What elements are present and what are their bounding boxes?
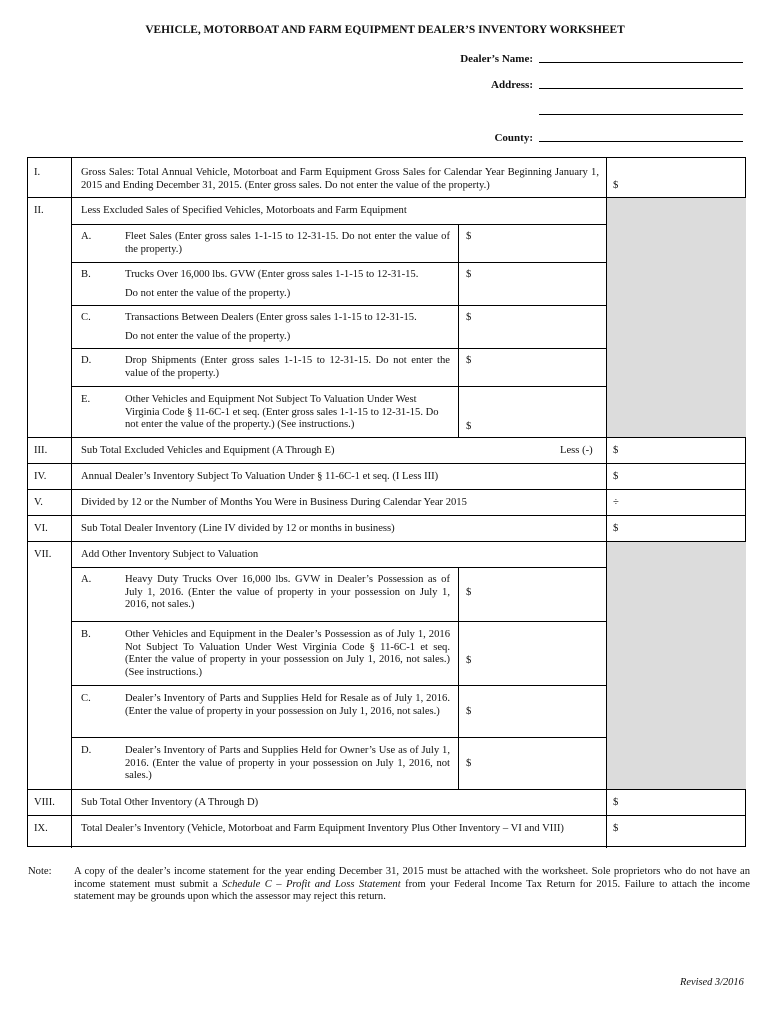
- subrow-letter: A.: [81, 231, 92, 242]
- revision-date: Revised 3/2016: [680, 977, 744, 988]
- subrow-letter: C.: [81, 693, 91, 704]
- row-number: VII.: [34, 549, 52, 560]
- row-text: Add Other Inventory Subject to Valuation: [81, 549, 259, 560]
- address-label: Address:: [491, 79, 533, 91]
- amount-cell[interactable]: $: [613, 180, 619, 191]
- amount-cell[interactable]: $: [613, 797, 619, 808]
- subrow-letter: A.: [81, 574, 92, 585]
- subrow-text: Trucks Over 16,000 lbs. GVW (Enter gross sales 1-1-15 to 12-31-15.: [125, 269, 419, 280]
- subrow-text: Dealer’s Inventory of Parts and Supplies Held for Resale as of July 1, 2016. (Enter the value of property in your possession on July 1, 2016, not sales.): [125, 693, 450, 717]
- amount-cell[interactable]: $: [613, 445, 619, 456]
- amount-cell[interactable]: $: [466, 231, 472, 242]
- amount-cell[interactable]: $: [613, 823, 619, 834]
- amount-cell[interactable]: $: [466, 312, 472, 323]
- row-text: Annual Dealer’s Inventory Subject To Valuation Under § 11-6C-1 et seq. (I Less III): [81, 471, 439, 482]
- subrow-text: Do not enter the value of the property.): [125, 331, 291, 342]
- amount-cell[interactable]: $: [466, 655, 472, 666]
- amount-cell[interactable]: $: [466, 269, 472, 280]
- row-number: VI.: [34, 523, 48, 534]
- row-number: III.: [34, 445, 48, 456]
- less-label: Less (-): [560, 445, 593, 456]
- subrow-text: Drop Shipments (Enter gross sales 1-1-15 to 12-31-15. Do not enter the value of the property.): [125, 355, 450, 379]
- subrow-letter: D.: [81, 355, 92, 366]
- col-divider: [606, 158, 607, 848]
- amount-cell[interactable]: $: [466, 706, 472, 717]
- subrow-text: Transactions Between Dealers (Enter gross sales 1-1-15 to 12-31-15.: [125, 312, 417, 323]
- note-text: [74, 866, 750, 904]
- subrow-text: Fleet Sales (Enter gross sales 1-1-15 to 12-31-15. Do not enter the value of the property.): [125, 231, 450, 255]
- subrow-text: Other Vehicles and Equipment in the Dealer’s Possession as of July 1, 2016 Not Subject To Valuation Under West Virginia Code § 11-6C-1 et seq. (Enter the value of property in your possession on July 1, 2016, not sales.) (See instructions.): [125, 629, 450, 678]
- shaded-cell: [606, 541, 746, 789]
- subrow-letter: E.: [81, 394, 91, 405]
- address-field-line2[interactable]: [539, 114, 743, 115]
- subrow-text: Other Vehicles and Equipment Not Subject To Valuation Under West Virginia Code § 11-6C-1 et seq. (Enter gross sales 1-1-15 to 12-31-15. Do not enter the value of the property.) (See instructions.): [125, 394, 439, 431]
- worksheet-table: [27, 157, 746, 847]
- row-number: V.: [34, 497, 43, 508]
- row-text: Gross Sales: Total Annual Vehicle, Motorboat and Farm Equipment Gross Sales for Calendar Year Beginning January 1, 2015 and Ending December 31, 2015. (Enter gross sales. Do not enter the value of the property.): [81, 167, 599, 191]
- amount-cell[interactable]: $: [466, 758, 472, 769]
- note-label: Note:: [28, 866, 52, 877]
- subrow-letter: C.: [81, 312, 91, 323]
- amount-cell[interactable]: $: [466, 587, 472, 598]
- row-text: Less Excluded Sales of Specified Vehicles, Motorboats and Farm Equipment: [81, 205, 407, 216]
- schedule-c-reference: Schedule C – Profit and Loss Statement: [222, 878, 401, 890]
- subrow-letter: B.: [81, 629, 91, 640]
- county-field[interactable]: [539, 141, 743, 142]
- form-title: VEHICLE, MOTORBOAT AND FARM EQUIPMENT DEALER’S INVENTORY WORKSHEET: [145, 24, 625, 36]
- amount-cell[interactable]: $: [466, 355, 472, 366]
- row-text: Sub Total Other Inventory (A Through D): [81, 797, 259, 808]
- row-text: Divided by 12 or the Number of Months You Were in Business During Calendar Year 2015: [81, 497, 467, 508]
- address-field-line1[interactable]: [539, 88, 743, 89]
- subrow-letter: B.: [81, 269, 91, 280]
- amount-cell[interactable]: $: [466, 421, 472, 432]
- divide-cell[interactable]: ÷: [613, 497, 619, 508]
- row-text: Sub Total Dealer Inventory (Line IV divided by 12 or months in business): [81, 523, 395, 534]
- row-number: II.: [34, 205, 44, 216]
- county-label: County:: [494, 132, 533, 144]
- shaded-cell: [606, 197, 746, 437]
- row-number: I.: [34, 167, 41, 178]
- col-divider: [458, 567, 459, 789]
- dealer-name-field[interactable]: [539, 62, 743, 63]
- dealer-name-label: Dealer’s Name:: [460, 53, 533, 65]
- subrow-text: Dealer’s Inventory of Parts and Supplies Held for Owner’s Use as of July 1, 2016. (Enter the value of property in your possession on July 1, 2016, not sales.): [125, 745, 450, 782]
- row-number: VIII.: [34, 797, 55, 808]
- subrow-text: Heavy Duty Trucks Over 16,000 lbs. GVW in Dealer’s Possession as of July 1, 2016. (Enter the value of property in your possession on July 1, 2016, not sales.): [125, 574, 450, 611]
- note-text-part: from your Federal Income Tax Return for 2015. Failure to attach the income statement may be grounds upon which the assessor may reject this return.: [74, 878, 750, 903]
- amount-cell[interactable]: $: [613, 471, 619, 482]
- row-number: IV.: [34, 471, 47, 482]
- col-divider: [458, 224, 459, 437]
- subrow-text: Do not enter the value of the property.): [125, 288, 291, 299]
- amount-cell[interactable]: $: [613, 523, 619, 534]
- subrow-letter: D.: [81, 745, 92, 756]
- note-text-part: A copy of the dealer’s income statement for the year ending December 31, 2015 must be attached with the worksheet. Sole proprietors who do not have an income statement must submit a: [74, 866, 750, 890]
- row-text: Sub Total Excluded Vehicles and Equipment (A Through E): [81, 445, 335, 456]
- row-text: Total Dealer’s Inventory (Vehicle, Motorboat and Farm Equipment Inventory Plus Other Inventory – VI and VIII): [81, 823, 564, 834]
- row-number: IX.: [34, 823, 48, 834]
